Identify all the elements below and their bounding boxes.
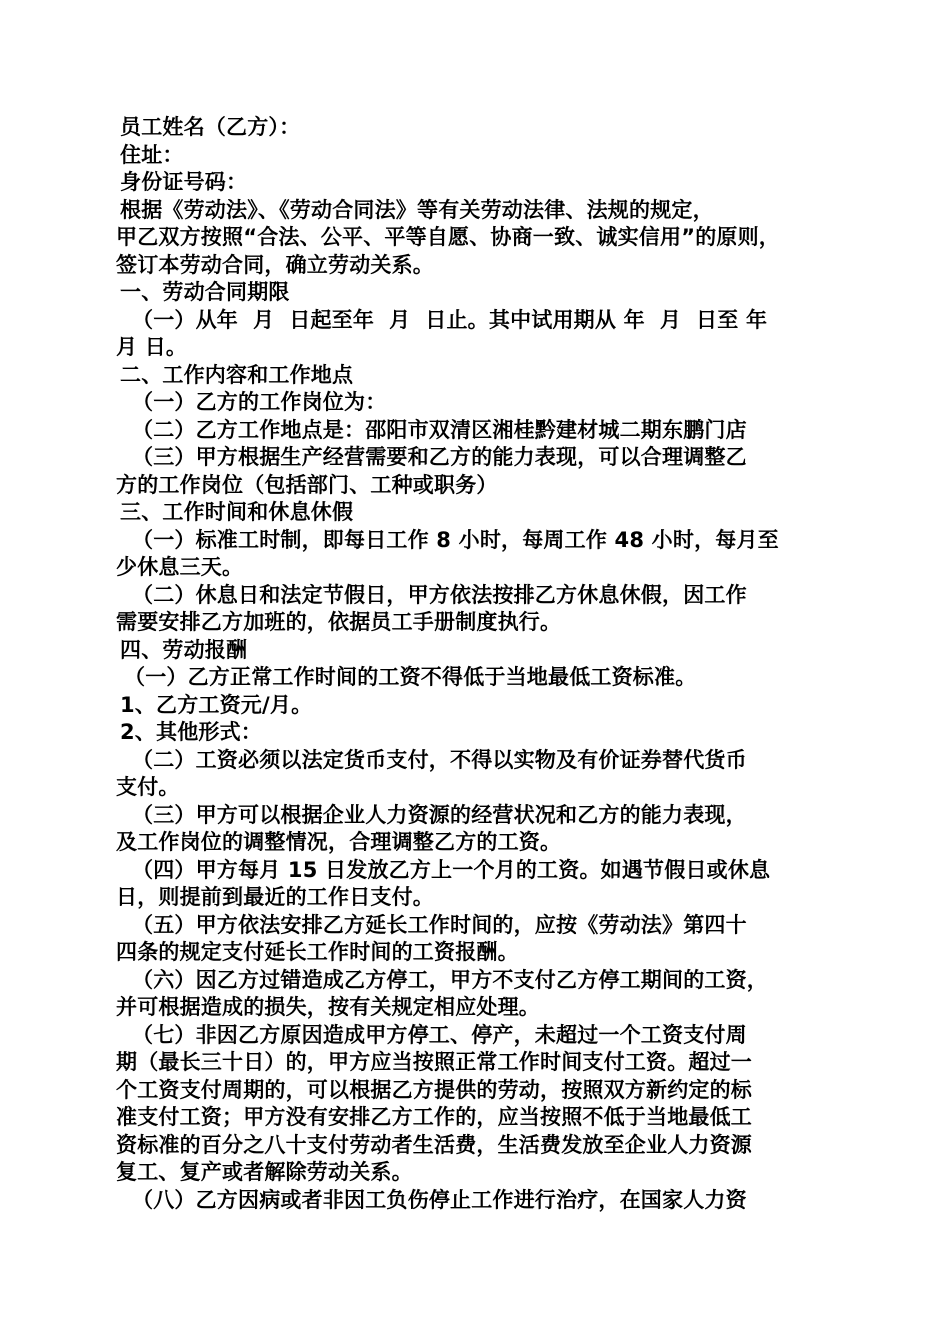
- contract-line: 准支付工资；甲方没有安排乙方工作的，应当按照不低于当地最低工: [116, 1105, 752, 1129]
- contract-line: 资标准的百分之八十支付劳动者生活费，生活费发放至企业人力资源: [116, 1132, 752, 1157]
- contract-line: 及工作岗位的调整情况，合理调整乙方的工资。: [116, 830, 562, 854]
- contract-line: 甲乙双方按照“合法、公平、平等自愿、协商一致、诚实信用”的原则，: [116, 225, 781, 249]
- contract-line: （二）休息日和法定节假日，甲方依法按排乙方休息休假，因工作: [132, 582, 747, 607]
- contract-line: 员工姓名（乙方）：: [120, 115, 301, 139]
- contract-line: （一）乙方正常工作时间的工资不得低于当地最低工资标准。: [124, 665, 697, 689]
- contract-line: 月 日。: [116, 335, 188, 359]
- contract-line: （六）因乙方过错造成乙方停工，甲方不支付乙方停工期间的工资，: [132, 967, 768, 992]
- contract-line: 三、工作时间和休息休假: [120, 500, 354, 524]
- contract-line: 签订本劳动合同，确立劳动关系。: [116, 252, 434, 277]
- contract-line: 2、其他形式：: [120, 720, 263, 744]
- contract-line: 住址：: [120, 142, 184, 167]
- contract-line: 少休息三天。: [116, 555, 244, 579]
- contract-line: 四、劳动报酬: [120, 637, 248, 662]
- contract-body: [116, 114, 836, 1214]
- contract-line: 1、乙方工资元/月。: [120, 692, 313, 717]
- contract-line: （三）甲方可以根据企业人力资源的经营状况和乙方的能力表现，: [132, 802, 747, 827]
- contract-line: （二）工资必须以法定货币支付，不得以实物及有价证券替代货币: [132, 747, 747, 772]
- contract-line: 需要安排乙方加班的，依据员工手册制度执行。: [116, 610, 562, 634]
- contract-line: 方的工作岗位（包括部门、工种或职务）: [116, 472, 498, 497]
- contract-line: （四）甲方每月 15 日发放乙方上一个月的工资。如遇节假日或休息: [132, 857, 771, 882]
- contract-line: 并可根据造成的损失，按有关规定相应处理。: [116, 995, 540, 1019]
- contract-line: （一）标准工时制，即每日工作 8 小时，每周工作 48 小时，每月至: [132, 527, 779, 552]
- contract-line: （三）甲方根据生产经营需要和乙方的能力表现，可以合理调整乙: [132, 445, 747, 469]
- contract-line: （五）甲方依法安排乙方延长工作时间的，应按《劳动法》第四十: [132, 912, 747, 937]
- contract-line: （一）乙方的工作岗位为：: [132, 390, 387, 414]
- contract-line: 个工资支付周期的，可以根据乙方提供的劳动，按照双方新约定的标: [116, 1077, 752, 1102]
- contract-line: （二）乙方工作地点是：邵阳市双清区湘桂黔建材城二期东鹏门店: [132, 417, 747, 442]
- contract-line: 复工、复产或者解除劳动关系。: [116, 1160, 413, 1184]
- contract-line: （一）从年 月 日起至年 月 日止。其中试用期从 年 月 日至 年: [132, 307, 768, 332]
- contract-line: （八）乙方因病或者非因工负伤停止工作进行治疗，在国家人力资: [132, 1187, 747, 1212]
- contract-line: 二、工作内容和工作地点: [120, 362, 354, 387]
- contract-line: 四条的规定支付延长工作时间的工资报酬。: [116, 940, 519, 964]
- contract-line: 日，则提前到最近的工作日支付。: [116, 885, 434, 909]
- contract-line: 一、劳动合同期限: [120, 280, 290, 304]
- contract-line: 根据《劳动法》、《劳动合同法》等有关劳动法律、法规的规定，: [120, 197, 714, 222]
- contract-line: 身份证号码：: [120, 170, 248, 194]
- contract-line: 支付。: [116, 775, 180, 799]
- contract-line: 期（最长三十日）的，甲方应当按照正常工作时间支付工资。超过一: [116, 1050, 752, 1074]
- contract-line: （七）非因乙方原因造成甲方停工、停产，未超过一个工资支付周: [132, 1022, 747, 1047]
